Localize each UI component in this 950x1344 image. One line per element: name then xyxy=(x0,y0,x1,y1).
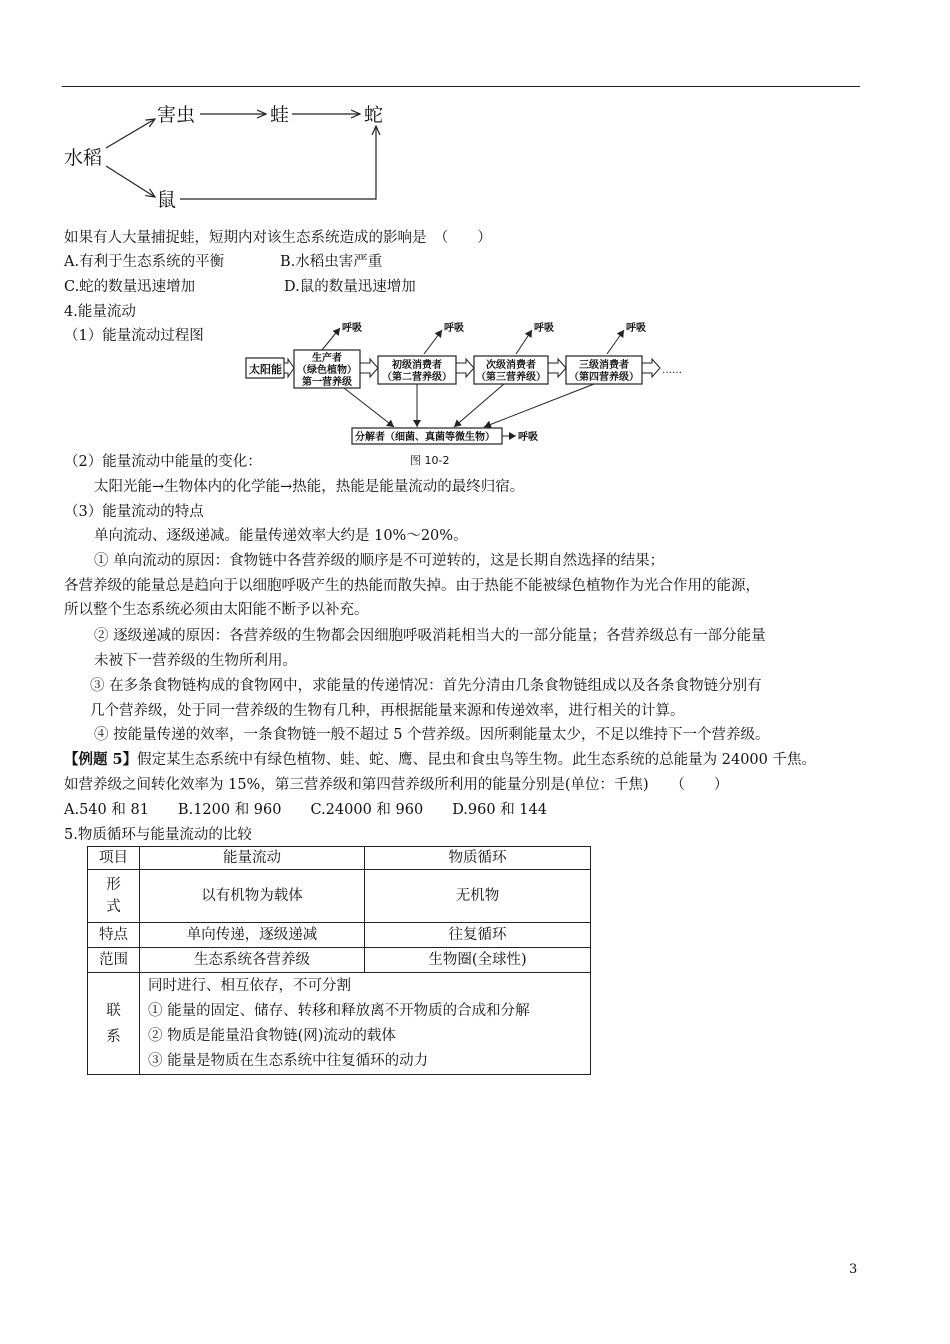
rice-label: 水稻 xyxy=(64,147,103,169)
option-a: A.有利于生态系统的平衡 xyxy=(64,254,225,270)
frog-label: 蛙 xyxy=(270,104,290,126)
food-web-diagram xyxy=(60,96,400,214)
header-rule xyxy=(62,86,860,87)
example5-label: 【例题 5】 xyxy=(64,751,138,768)
example5-line2: 如营养级之间转化效率为 15%，第三营养级和第四营养级所利用的能量分别是(单位：千焦) （ ） xyxy=(64,777,729,793)
section4-sub2-text: 太阳光能→生物体内的化学能→热能，热能是能量流动的最终归宿。 xyxy=(94,479,525,495)
producer-line1: 生产者 xyxy=(312,353,342,364)
snake-label: 蛇 xyxy=(364,104,384,126)
paragraph-1c: 所以整个生态系统必须由太阳能不断予以补充。 xyxy=(64,602,369,618)
row-feature-energy: 单向传递，逐级递减 xyxy=(140,923,365,948)
row-form-matter: 无机物 xyxy=(365,870,591,923)
section4-sub2: （2）能量流动中能量的变化： xyxy=(64,454,262,470)
question-stem: 如果有人大量捕捉蛙，短期内对该生态系统造成的影响是 （ ） xyxy=(64,230,492,246)
table-row-scope xyxy=(88,948,591,973)
row-link-content xyxy=(140,973,591,1075)
link-line-2: ② 物质是能量沿食物链(网)流动的载体 xyxy=(148,1027,396,1044)
paragraph-2b: 未被下一营养级的生物所利用。 xyxy=(94,653,297,669)
row-scope-matter: 生物圈(全球性) xyxy=(365,948,591,973)
table-row-form xyxy=(88,870,591,923)
row-link-label: 联 系 xyxy=(88,973,140,1075)
tertiary-line2: （第四营养级） xyxy=(569,372,639,383)
example5-options: A.540 和 81 B.1200 和 960 C.24000 和 960 D.960 和 144 xyxy=(64,802,547,818)
comparison-table xyxy=(87,846,591,1075)
section4-sub3: （3）能量流动的特点 xyxy=(64,504,204,520)
row-feature-matter: 往复循环 xyxy=(365,923,591,948)
sun-label: 太阳能 xyxy=(249,363,282,376)
section5-title: 5.物质循环与能量流动的比较 xyxy=(64,827,252,843)
table-header-row xyxy=(88,847,591,870)
section4-sub1: （1）能量流动过程图 xyxy=(64,328,204,344)
row-scope-label: 范围 xyxy=(88,948,140,973)
paragraph-2a: ② 逐级递减的原因：各营养级的生物都会因细胞呼吸消耗相当大的一部分能量；各营养级总有一部分能量 xyxy=(94,628,766,644)
respiration-3: 呼吸 xyxy=(534,323,554,334)
header-cell-item: 项目 xyxy=(88,847,140,870)
example5-line1 xyxy=(64,750,816,770)
tertiary-line1: 三级消费者 xyxy=(579,360,629,371)
producer-line3: 第一营养级 xyxy=(302,377,352,388)
header-cell-matter: 物质循环 xyxy=(365,847,591,870)
arrow-rat-snake xyxy=(180,126,376,199)
paragraph-3b: 几个营养级，处于同一营养级的生物有几种，再根据能量来源和传递效率，进行相关的计算。 xyxy=(90,703,685,719)
link-line-1: ① 能量的固定、储存、转移和释放离不开物质的合成和分解 xyxy=(148,1002,530,1019)
respiration-1: 呼吸 xyxy=(342,323,362,334)
header-cell-energy: 能量流动 xyxy=(140,847,365,870)
secondary-line1: 次级消费者 xyxy=(486,360,536,371)
respiration-2: 呼吸 xyxy=(444,323,464,334)
primary-line2: （第二营养级） xyxy=(382,372,452,383)
paragraph-4: ④ 按能量传递的效率，一条食物链一般不超过 5 个营养级。因所剩能量太少，不足以维持下一个营养级。 xyxy=(94,727,770,743)
table-row-link xyxy=(88,973,591,1075)
row-feature-label: 特点 xyxy=(88,923,140,948)
link-line-3: ③ 能量是物质在生态系统中往复循环的动力 xyxy=(148,1052,429,1069)
rat-label: 鼠 xyxy=(157,189,177,211)
producer-line2: （绿色植物） xyxy=(297,365,357,376)
row-form-energy: 以有机物为载体 xyxy=(140,870,365,923)
option-d: D.鼠的数量迅速增加 xyxy=(284,279,416,295)
row-form-label: 形 式 xyxy=(88,870,140,923)
option-c: C.蛇的数量迅速增加 xyxy=(64,279,196,295)
paragraph-3a: ③ 在多条食物链构成的食物网中，求能量的传递情况：首先分清由几条食物链组成以及各条食物链分别有 xyxy=(90,678,762,694)
link-line-0: 同时进行、相互依存，不可分割 xyxy=(148,977,351,994)
page-number: 3 xyxy=(849,1262,858,1277)
primary-line1: 初级消费者 xyxy=(392,360,442,371)
secondary-line2: （第三营养级） xyxy=(476,372,546,383)
section4-sub3-text: 单向流动、逐级递减。能量传递效率大约是 10%～20%。 xyxy=(94,528,468,544)
section4-title: 4.能量流动 xyxy=(64,304,136,320)
table-row-feature xyxy=(88,923,591,948)
respiration-4: 呼吸 xyxy=(626,323,646,334)
example5-text1: 假定某生态系统中有绿色植物、蛙、蛇、鹰、昆虫和食虫鸟等生物。此生态系统的总能量为 24000 千焦。 xyxy=(137,752,816,768)
paragraph-1b: 各营养级的能量总是趋向于以细胞呼吸产生的热能而散失掉。由于热能不能被绿色植物作为光合作用的能源， xyxy=(64,578,760,594)
arrow-rice-pest xyxy=(106,119,155,148)
diagram-caption: 图 10-2 xyxy=(410,454,450,467)
pest-label: 害虫 xyxy=(157,104,196,126)
respiration-5: 呼吸 xyxy=(518,432,538,443)
decomposer-label: 分解者（细菌、真菌等微生物） xyxy=(355,432,495,443)
energy-flow-diagram xyxy=(244,318,694,468)
option-b: B.水稻虫害严重 xyxy=(280,254,383,270)
arrow-rice-rat xyxy=(106,166,155,197)
chain-ellipsis: …… xyxy=(662,365,682,376)
row-scope-energy: 生态系统各营养级 xyxy=(140,948,365,973)
paragraph-1a: ① 单向流动的原因：食物链中各营养级的顺序是不可逆转的，这是长期自然选择的结果； xyxy=(94,553,665,569)
